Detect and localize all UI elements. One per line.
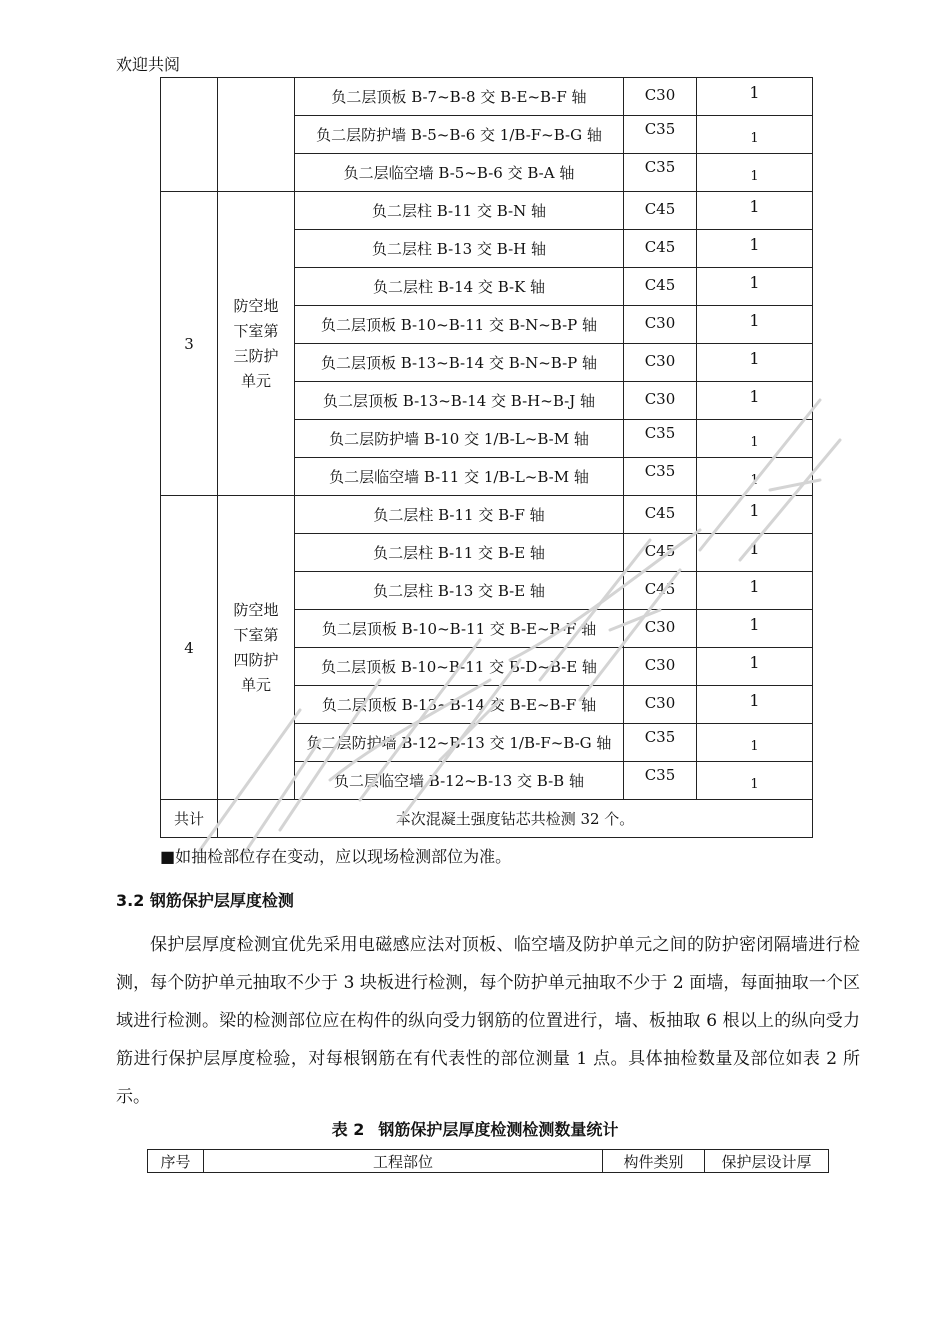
- grade-cell: C35: [624, 762, 697, 800]
- table-header-row: [148, 1150, 829, 1173]
- location-cell: 负二层柱 B-13 交 B-E 轴: [295, 572, 624, 610]
- count-cell: 1: [697, 116, 813, 154]
- grade-cell: C35: [624, 724, 697, 762]
- count-cell: 1: [697, 78, 813, 116]
- location-cell: 负二层顶板 B-7~B-8 交 B-E~B-F 轴: [295, 78, 624, 116]
- table-caption-title: 钢筋保护层厚度检测检测数量统计: [378, 1120, 619, 1139]
- header-cell: 序号: [148, 1150, 204, 1173]
- grade-cell: C30: [624, 306, 697, 344]
- count-cell: 1: [697, 572, 813, 610]
- grade-cell: C30: [624, 344, 697, 382]
- location-cell: 负二层防护墙 B-12~B-13 交 1/B-F~B-G 轴: [295, 724, 624, 762]
- grade-cell: C35: [624, 420, 697, 458]
- grade-cell: C45: [624, 534, 697, 572]
- table-row: [161, 192, 813, 230]
- grade-cell: C35: [624, 116, 697, 154]
- location-cell: 负二层柱 B-14 交 B-K 轴: [295, 268, 624, 306]
- grade-cell: C45: [624, 230, 697, 268]
- location-cell: 负二层防护墙 B-5~B-6 交 1/B-F~B-G 轴: [295, 116, 624, 154]
- table-row: [161, 78, 813, 116]
- count-cell: 1: [697, 344, 813, 382]
- count-cell: 1: [697, 230, 813, 268]
- grade-cell: C30: [624, 78, 697, 116]
- count-cell: 1: [697, 458, 813, 496]
- total-label: 共计: [161, 800, 218, 838]
- location-cell: 负二层柱 B-13 交 B-H 轴: [295, 230, 624, 268]
- header-cell: 工程部位: [204, 1150, 603, 1173]
- location-cell: 负二层顶板 B-10~B-11 交 B-N~B-P 轴: [295, 306, 624, 344]
- section-number: 3.2: [116, 891, 145, 910]
- location-cell: 负二层柱 B-11 交 B-N 轴: [295, 192, 624, 230]
- grade-cell: C30: [624, 648, 697, 686]
- grade-cell: C30: [624, 382, 697, 420]
- count-cell: 1: [697, 686, 813, 724]
- page-header: 欢迎共阅: [116, 55, 181, 74]
- grade-cell: C45: [624, 192, 697, 230]
- table-caption-number: 表 2: [331, 1120, 365, 1139]
- location-cell: 负二层防护墙 B-10 交 1/B-L~B-M 轴: [295, 420, 624, 458]
- count-cell: 1: [697, 382, 813, 420]
- location-cell: 负二层顶板 B-10~B-11 交 B-E~B-F 轴: [295, 610, 624, 648]
- section-title: 钢筋保护层厚度检测: [149, 891, 294, 910]
- table-caption: [0, 1117, 950, 1140]
- count-cell: 1: [697, 496, 813, 534]
- unit-cell: 防空地下室第四防护单元: [218, 496, 295, 800]
- grade-cell: C45: [624, 572, 697, 610]
- grade-cell: C30: [624, 610, 697, 648]
- note-text: ■如抽检部位存在变动，应以现场检测部位为准。: [160, 847, 512, 866]
- count-cell: 1: [697, 192, 813, 230]
- location-cell: 负二层柱 B-11 交 B-F 轴: [295, 496, 624, 534]
- header-cell: 保护层设计厚: [705, 1150, 829, 1173]
- section-heading: [116, 888, 294, 911]
- location-cell: 负二层顶板 B-13~B-14 交 B-N~B-P 轴: [295, 344, 624, 382]
- count-cell: 1: [697, 648, 813, 686]
- location-cell: 负二层顶板 B-13~B-14 交 B-H~B-J 轴: [295, 382, 624, 420]
- unit-cell: [218, 78, 295, 192]
- count-cell: 1: [697, 268, 813, 306]
- count-cell: 1: [697, 420, 813, 458]
- total-text: 本次混凝土强度钻芯共检测 32 个。: [218, 800, 813, 838]
- unit-cell: 防空地下室第三防护单元: [218, 192, 295, 496]
- location-cell: 负二层临空墙 B-11 交 1/B-L~B-M 轴: [295, 458, 624, 496]
- count-cell: 1: [697, 762, 813, 800]
- cover-thickness-table: [147, 1149, 829, 1173]
- body-paragraph: 保护层厚度检测宜优先采用电磁感应法对顶板、临空墙及防护单元之间的防护密闭隔墙进行检测，每个防护单元抽取不少于 3 块板进行检测，每个防护单元抽取不少于 2 面墙，每面抽取一个区域进行检测。梁的检测部位应在构件的纵向受力钢筋的位置进行，墙、板抽取 6 根以上的纵向受力筋进行保护层厚度检验，对每根钢筋在有代表性的部位测量 1 点。具体抽检数量及部位如表 2 所示。: [116, 935, 860, 1107]
- grade-cell: C35: [624, 154, 697, 192]
- table-row: [161, 496, 813, 534]
- location-cell: 负二层顶板 B-13~B-14 交 B-E~B-F 轴: [295, 686, 624, 724]
- location-cell: 负二层柱 B-11 交 B-E 轴: [295, 534, 624, 572]
- grade-cell: C30: [624, 686, 697, 724]
- grade-cell: C35: [624, 458, 697, 496]
- index-cell: [161, 78, 218, 192]
- grade-cell: C45: [624, 496, 697, 534]
- location-cell: 负二层临空墙 B-5~B-6 交 B-A 轴: [295, 154, 624, 192]
- location-cell: 负二层顶板 B-10~B-11 交 B-D~B-E 轴: [295, 648, 624, 686]
- total-row: [161, 800, 813, 838]
- count-cell: 1: [697, 610, 813, 648]
- count-cell: 1: [697, 534, 813, 572]
- count-cell: 1: [697, 724, 813, 762]
- grade-cell: C45: [624, 268, 697, 306]
- index-cell: 4: [161, 496, 218, 800]
- index-cell: 3: [161, 192, 218, 496]
- count-cell: 1: [697, 154, 813, 192]
- count-cell: 1: [697, 306, 813, 344]
- core-sampling-table: [160, 77, 813, 838]
- header-cell: 构件类别: [603, 1150, 705, 1173]
- location-cell: 负二层临空墙 B-12~B-13 交 B-B 轴: [295, 762, 624, 800]
